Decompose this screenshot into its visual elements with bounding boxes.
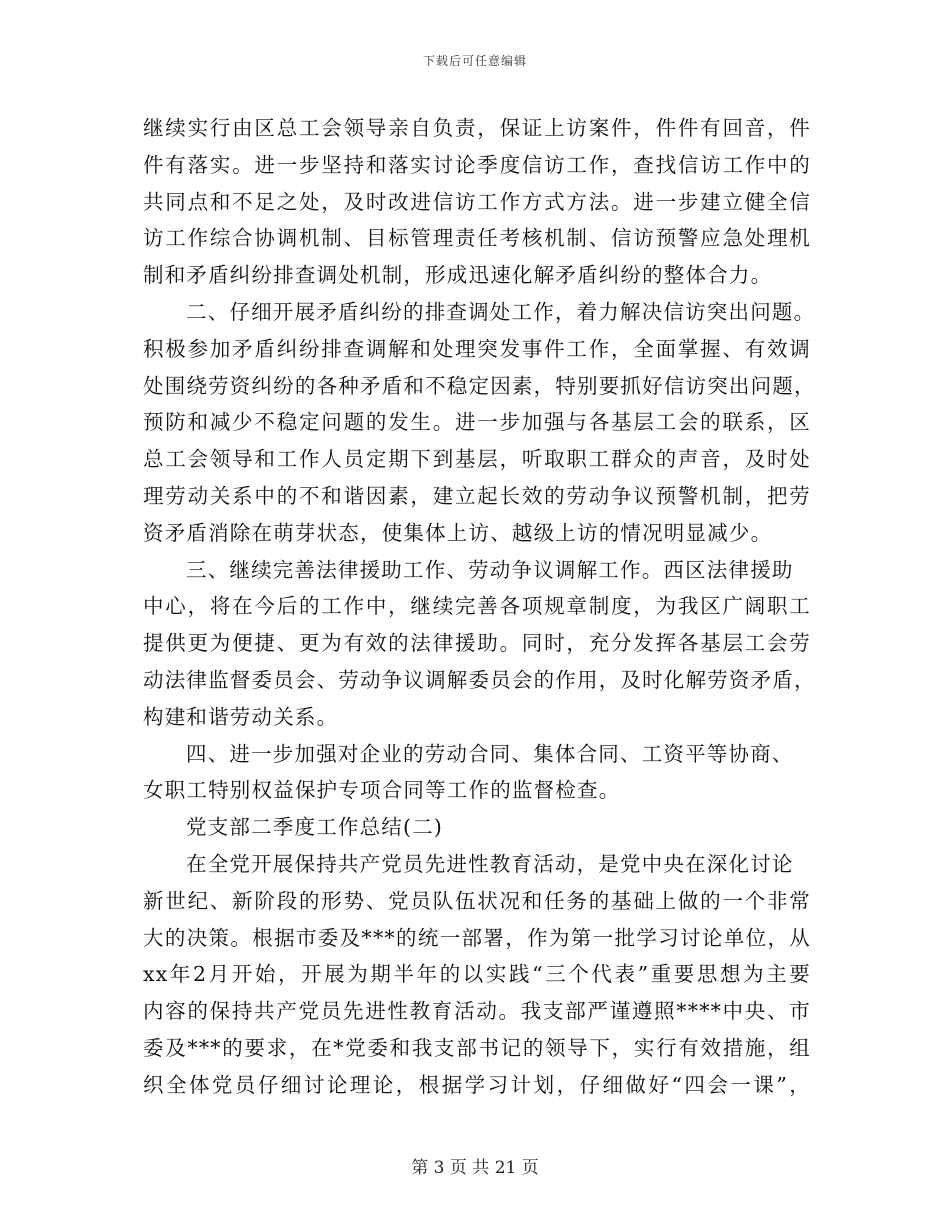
text-line: 预防和减少不稳定问题的发生。进一步加强与各基层工会的联系，区 (143, 410, 811, 435)
text-line: 总工会领导和工作人员定期下到基层，听取职工群众的声音，及时处 (143, 447, 811, 472)
text-line: 积极参加矛盾纠纷排查调解和处理突发事件工作，全面掌握、有效调 (143, 336, 811, 361)
text-line: 共同点和不足之处，及时改进信访工作方式方法。进一步建立健全信 (143, 189, 811, 214)
text-line: 访工作综合协调机制、目标管理责任考核机制、信访预警应急处理机 (143, 226, 811, 251)
text-line: 件有落实。进一步坚持和落实讨论季度信访工作，查找信访工作中的 (143, 152, 811, 177)
text-line: 制和矛盾纠纷排查调处机制，形成迅速化解矛盾纠纷的整体合力。 (143, 263, 773, 288)
page-header-note: 下载后可任意编辑 (422, 54, 527, 68)
text-line: 资矛盾消除在萌芽状态，使集体上访、越级上访的情况明显减少。 (143, 520, 773, 545)
text-line: 继续实行由区总工会领导亲自负责，保证上访案件，件件有回音，件 (143, 116, 811, 140)
text-line: 内容的保持共产党员先进性教育活动。我支部严谨遵照****中央、市 (143, 999, 811, 1024)
text-line: 处围绕劳资纠纷的各种矛盾和不稳定因素，特别要抓好信访突出问题， (143, 373, 816, 398)
section-heading-4: 四、进一步加强对企业的劳动合同、集体合同、工资平等协商、 (186, 741, 794, 766)
text-line: 织全体党员仔细讨论理论，根据学习计划，仔细做好“四会一课”， (143, 1072, 811, 1097)
text-line: 在全党开展保持共产党员先进性教育活动，是党中央在深化讨论 (186, 851, 794, 876)
text-line: 新世纪、新阶段的形势、党员队伍状况和任务的基础上做的一个非常 (143, 888, 811, 913)
text-line: 理劳动关系中的不和谐因素，建立起长效的劳动争议预警机制，把劳 (143, 483, 811, 508)
text-line: xx年2月开始，开展为期半年的以实践“三个代表”重要思想为主要 (143, 962, 811, 987)
section-heading-3: 三、继续完善法律援助工作、劳动争议调解工作。西区法律援助 (186, 557, 794, 582)
text-line: 提供更为便捷、更为有效的法律援助。同时，充分发挥各基层工会劳 (143, 631, 811, 656)
document-subtitle: 党支部二季度工作总结(二) (186, 815, 444, 840)
text-line: 动法律监督委员会、劳动争议调解委员会的作用，及时化解劳资矛盾， (143, 667, 816, 692)
text-line: 委及***的要求，在*党委和我支部书记的领导下，实行有效措施，组 (143, 1035, 811, 1060)
text-line: 大的决策。根据市委及***的统一部署，作为第一批学习讨论单位，从 (143, 925, 811, 950)
text-line: 构建和谐劳动关系。 (143, 704, 339, 729)
text-line: 中心，将在今后的工作中，继续完善各项规章制度，为我区广阔职工 (143, 594, 811, 619)
page-number-footer: 第 3 页 共 21 页 (411, 1158, 539, 1178)
text-line: 女职工特别权益保护专项合同等工作的监督检查。 (143, 778, 621, 803)
section-heading-2: 二、仔细开展矛盾纠纷的排查调处工作，着力解决信访突出问题。 (186, 299, 816, 324)
document-body (143, 110, 816, 1104)
